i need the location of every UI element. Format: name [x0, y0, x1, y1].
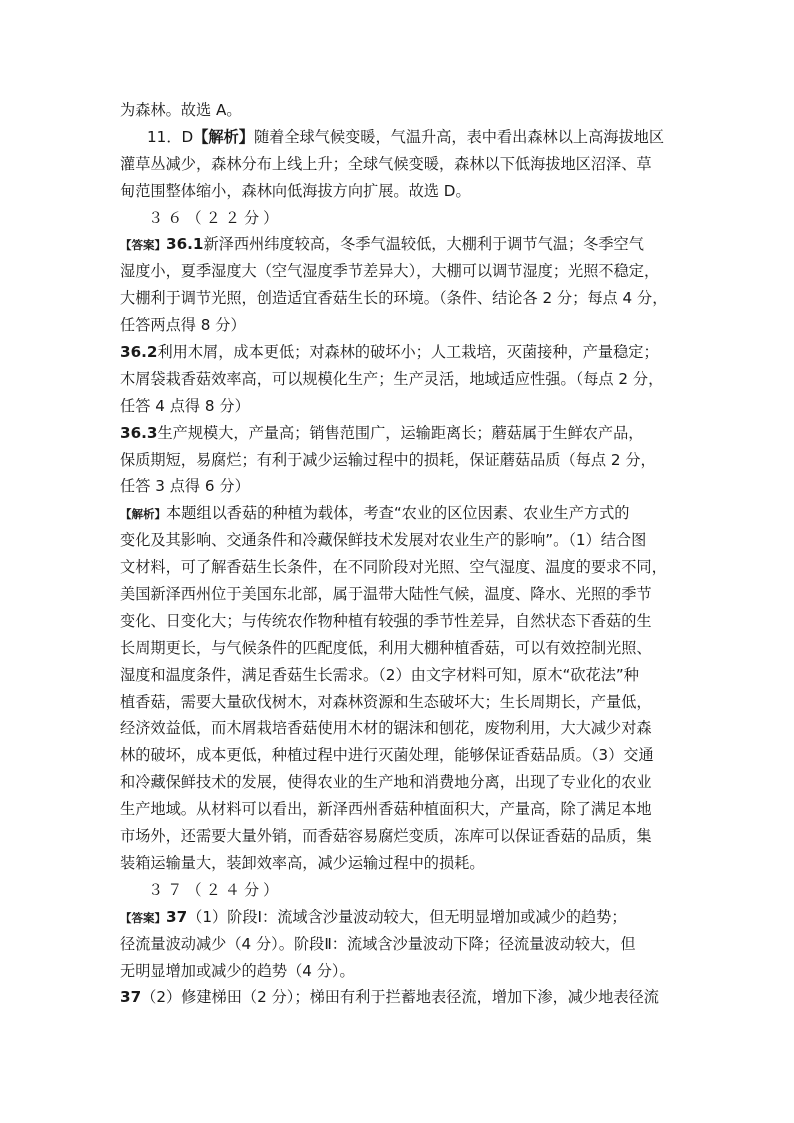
text-line	[120, 877, 676, 904]
text-segment: 无明显增加或减少的趋势（4 分）。	[120, 961, 355, 980]
text-segment: 市场外，还需要大量外销，而香菇容易腐烂变质，冻库可以保证香菇的品质，集	[120, 827, 652, 846]
text-segment: 保质期短，易腐烂；有利于减少运输过程中的损耗，保证蘑菇品质（每点 2 分，	[120, 450, 656, 469]
item-number: 36.3	[120, 423, 158, 442]
text-line	[120, 231, 676, 258]
text-segment: 长周期更长，与气候条件的匹配度低，利用大棚种植香菇，可以有效控制光照、	[120, 638, 652, 657]
text-segment: 林的破坏，成本更低，种植过程中进行灭菌处理，能够保证香菇品质。（3）交通	[120, 746, 654, 765]
text-line	[120, 205, 676, 232]
text-segment: （1）阶段Ⅰ：流域含沙量波动较大，但无明显增加或减少的趋势；	[187, 907, 627, 926]
text-line	[120, 124, 676, 151]
text-segment: 植香菇，需要大量砍伐树木，对森林资源和生态破坏大；生长周期长，产量低，	[120, 692, 652, 711]
text-segment: 新泽西州纬度较高，冬季气温较低，大棚利于调节气温；冬季空气	[203, 235, 644, 254]
section-tag: 【解析】	[120, 507, 166, 522]
text-segment: 变化及其影响、交通条件和冷藏保鲜技术发展对农业生产的影响”。（1）结合图	[120, 531, 647, 550]
text-segment: 11．D	[147, 127, 194, 146]
text-line	[120, 366, 676, 393]
text-segment: 为森林。故选 A。	[120, 101, 242, 119]
text-segment: 变化、日变化大；与传统农作物种植有较强的季节性差异，自然状态下香菇的生	[120, 611, 652, 630]
text-segment: 任答 3 点得 6 分）	[120, 477, 250, 496]
item-number: 36.1	[166, 235, 204, 254]
text-line	[120, 796, 676, 823]
text-line	[120, 581, 676, 608]
item-number: 37	[166, 907, 188, 926]
text-line	[120, 769, 676, 796]
text-segment: 美国新泽西州位于美国东北部，属于温带大陆性气候，温度、降水、光照的季节	[120, 585, 652, 604]
text-segment: 湿度小，夏季湿度大（空气湿度季节差异大），大棚可以调节湿度；光照不稳定，	[120, 262, 660, 281]
section-tag: 【答案】	[120, 910, 166, 925]
text-segment: 文材料，可了解香菇生长条件，在不同阶段对光照、空气湿度、温度的要求不同，	[120, 558, 667, 577]
text-line	[120, 447, 676, 474]
text-segment: 装箱运输量大，装卸效率高，减少运输过程中的损耗。	[120, 853, 485, 872]
text-segment: 甸范围整体缩小，森林向低海拔方向扩展。故选 D。	[120, 181, 471, 200]
text-segment: 利用木屑，成本更低；对森林的破坏小；人工栽培，灭菌接种，产量稳定；	[157, 343, 659, 362]
text-line	[120, 823, 676, 850]
text-segment: 任答 4 点得 8 分）	[120, 396, 250, 415]
text-line	[120, 339, 676, 366]
item-number: 【解析】	[193, 127, 254, 146]
text-line	[120, 97, 676, 124]
text-line	[120, 500, 676, 527]
text-line	[120, 420, 676, 447]
text-segment: 生产规模大，产量高；销售范围广，运输距离长；蘑菇属于生鲜农产品，	[157, 423, 644, 442]
text-line	[120, 904, 676, 931]
text-line	[120, 178, 676, 205]
document-body	[120, 97, 676, 1011]
text-line	[120, 473, 676, 500]
text-line	[120, 527, 676, 554]
text-segment: 本题组以香菇的种植为载体，考查“农业的区位因素、农业生产方式的	[166, 504, 630, 523]
text-segment: ３６（２２分）	[148, 208, 283, 227]
text-segment: 灌草丛减少，森林分布上线上升；全球气候变暖，森林以下低海拔地区沼泽、草	[120, 154, 652, 173]
text-segment: 随着全球气候变暖，气温升高，表中看出森林以上高海拔地区	[253, 127, 665, 146]
text-segment: 任答两点得 8 分）	[120, 316, 246, 335]
text-line	[120, 742, 676, 769]
section-tag: 【答案】	[120, 238, 166, 253]
text-line	[120, 689, 676, 716]
text-line	[120, 285, 676, 312]
text-line	[120, 850, 676, 877]
text-line	[120, 151, 676, 178]
text-line	[120, 608, 676, 635]
text-segment: 和冷藏保鲜技术的发展，使得农业的生产地和消费地分离，出现了专业化的农业	[120, 773, 652, 792]
text-line	[120, 984, 676, 1011]
item-number: 37	[120, 988, 142, 1007]
text-segment: 湿度和温度条件，满足香菇生长需求。（2）由文字材料可知，原木“砍花法”种	[120, 665, 639, 684]
text-line	[120, 554, 676, 581]
item-number: 36.2	[120, 343, 158, 362]
text-line	[120, 958, 676, 985]
text-segment: 经济效益低，而木屑栽培香菇使用木材的锯沫和刨花，废物利用，大大减少对森	[120, 719, 652, 738]
text-line	[120, 662, 676, 689]
text-segment: （2）修建梯田（2 分）；梯田有利于拦蓄地表径流，增加下渗，减少地表径流	[141, 988, 659, 1007]
text-line	[120, 931, 676, 958]
text-line	[120, 715, 676, 742]
text-segment: 大棚利于调节光照，创造适宜香菇生长的环境。（条件、结论各 2 分；每点 4 分，	[120, 289, 668, 308]
text-segment: ３７（２４分）	[148, 880, 283, 899]
text-segment: 生产地域。从材料可以看出，新泽西州香菇种植面积大，产量高，除了满足本地	[120, 800, 652, 819]
text-line	[120, 393, 676, 420]
text-line	[120, 312, 676, 339]
text-line	[120, 258, 676, 285]
text-segment: 径流量波动减少（4 分）。阶段Ⅱ：流域含沙量波动下降；径流量波动较大，但	[120, 934, 636, 953]
text-segment: 木屑袋栽香菇效率高，可以规模化生产；生产灵活，地域适应性强。（每点 2 分，	[120, 369, 664, 388]
text-line	[120, 635, 676, 662]
